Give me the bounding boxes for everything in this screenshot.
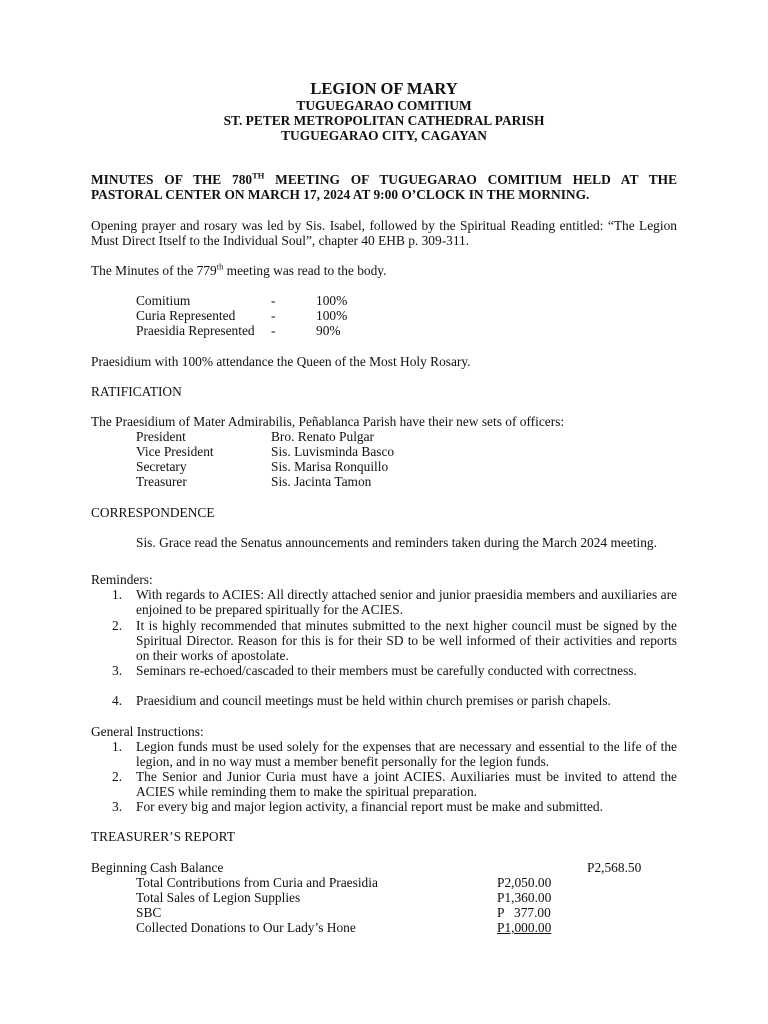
list-number: 3. [112,663,123,678]
list-item: It is highly recommended that minutes submitted to the next higher council must be signed by the Spiritual Director. Reason for this is for their SD to be well informed of their activities and reports on their works of apostolate. [136,618,677,663]
reminders-heading: Reminders: [91,572,153,587]
correspondence-paragraph: Sis. Grace read the Senatus announcements and reminders taken during the March 2024 meeting. [136,535,657,550]
list-item: For every big and major legion activity, a financial report must be make and submitted. [136,799,603,814]
opening-prayer-paragraph: Opening prayer and rosary was led by Sis. Isabel, followed by the Spiritual Reading entitled: “The Legion Must Direct Itself to the Individual Soul”, chapter 40 EHB p. 309-311. [91,218,677,248]
general-instructions-heading: General Instructions: [91,724,204,739]
list-item: Seminars re-echoed/cascaded to their members must be carefully conducted with correctness. [136,663,637,678]
header-line-1: TUGUEGARAO COMITIUM [296,98,472,113]
treasurer-report-heading: TREASURER’S REPORT [91,829,235,844]
document-page: LEGION OF MARY TUGUEGARAO COMITIUM ST. PETER METROPOLITAN CATHEDRAL PARISH TUGUEGARAO CITY, CAGAYAN MINUTES OF THE 780TH MEETING OF TUGUEGARAO COMITIUM HELD AT THE PASTORAL CENTER ON MARCH 17, 2024 AT 9:00 O’CLOCK IN THE MORNING. Opening prayer and rosary was led by Sis. Isabel, followed by the Spiritual Reading entitled: “The Legion Must Direct Itself to the Individual Soul”, chapter 40 EHB p. 309-311. The Minutes of the 779th meeting was read to the body. Comitium - 100% Curia Represented - 100% Praesidia Represented - 90% Praesidium with 100% attendance the Queen of the Most Holy Rosary. RATIFICATION The Praesidium of Mater Admirabilis, Peñablanca Parish have their new sets of officers: President Bro. Renato Pulgar Vice President Sis. Luvisminda Basco Secretary Sis. Marisa Ronquillo Treasurer Sis. Jacinta Tamon CORRESPONDENCE Sis. Grace read the Senatus announcements and reminders taken during the March 2024 meeting. Reminders: 1. With regards to ACIES: All directly attached senior and junior praesidia members and auxiliaries are enjoined to be prepared spiritually for the ACIES. 2. It is highly recommended that minutes submitted to the next higher council must be signed by the Spiritual Director. Reason for this is for their SD to be well informed of their activities and reports on their works of apostolate. 3. Seminars re-echoed/cascaded to their members must be carefully conducted with correctness. 4. Praesidium and council meetings must be held within church premises or parish chapels. General Instructions: 1. Legion funds must be used solely for the expenses that are necessary and essential to the life of the legion, and in no way must a member benefit personally for the legion funds. 2. The Senior and Junior Curia must have a joint ACIES. Auxiliaries must be invited to attend the ACIES while reminding them to make the spiritual preparation. 3. For every big and major legion activity, a financial report must be make and submitted. TREASURER’S REPORT Beginning Cash Balance P2,568.50 Total Contributions from Curia and Praesidia P2,050.00 Total Sales of Legion Supplies P1,360.00 SBC P 377.00 Collected Donations to Our Lady’s Hone P1,000.00 [0,0,768,1024]
list-number: 1. [112,587,123,602]
ratification-intro: The Praesidium of Mater Admirabilis, Peñablanca Parish have their new sets of officers: [91,414,565,429]
list-number: 2. [112,618,123,633]
list-number: 1. [112,739,123,754]
minutes-read-line: The Minutes of the 779th meeting was read to the body. [91,261,387,278]
full-attendance-line: Praesidium with 100% attendance the Queen of the Most Holy Rosary. [91,354,471,369]
list-item: With regards to ACIES: All directly attached senior and junior praesidia members and auxiliaries are enjoined to be prepared spiritually for the ACIES. [136,587,677,617]
list-number: 4. [112,693,123,708]
list-number: 2. [112,769,123,784]
minutes-heading: MINUTES OF THE 780TH MEETING OF TUGUEGARAO COMITIUM HELD AT THE PASTORAL CENTER ON MARCH 17, 2024 AT 9:00 O’CLOCK IN THE MORNING. [91,170,677,202]
ratification-heading: RATIFICATION [91,384,182,399]
list-item: Praesidium and council meetings must be held within church premises or parish chapels. [136,693,611,708]
list-item: Legion funds must be used solely for the expenses that are necessary and essential to the life of the legion, and in no way must a member benefit personally for the legion funds. [136,739,677,769]
header-line-2: ST. PETER METROPOLITAN CATHEDRAL PARISH [223,113,545,128]
list-item: The Senior and Junior Curia must have a joint ACIES. Auxiliaries must be invited to attend the ACIES while reminding them to make the spiritual preparation. [136,769,677,799]
document-title: LEGION OF MARY [310,79,458,98]
correspondence-heading: CORRESPONDENCE [91,505,215,520]
list-number: 3. [112,799,123,814]
header-line-3: TUGUEGARAO CITY, CAGAYAN [281,128,487,143]
